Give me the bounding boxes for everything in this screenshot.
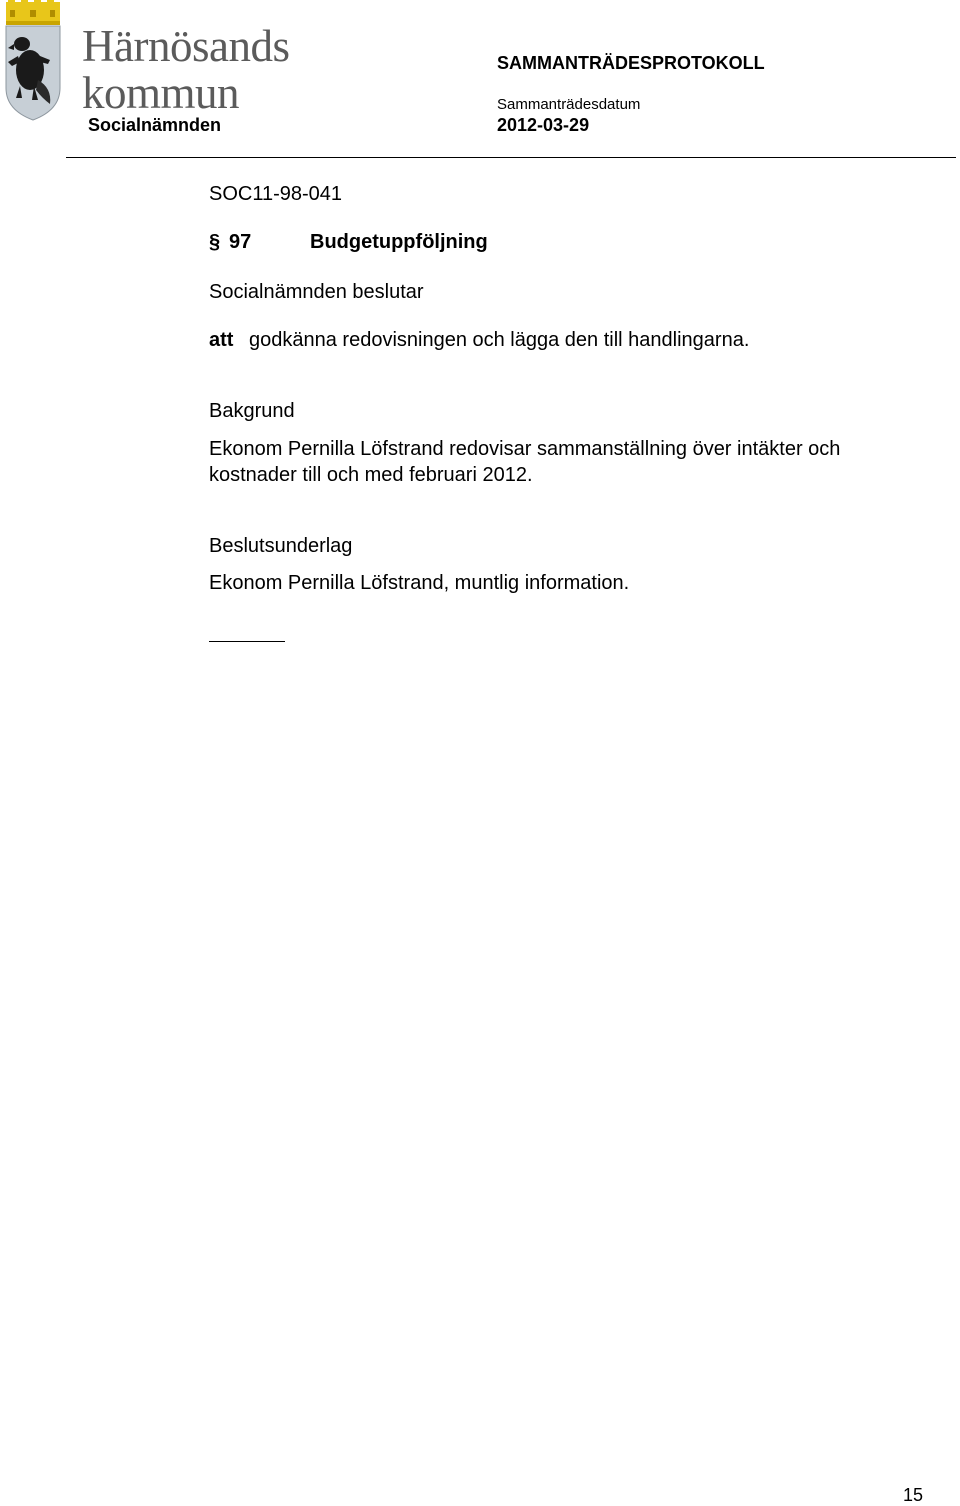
document-type: SAMMANTRÄDESPROTOKOLL [497,53,765,73]
header-divider [66,157,956,158]
background-text-line2: kostnader till och med februari 2012. [209,464,533,486]
decision-intro: Socialnämnden beslutar [209,281,424,303]
page-number: 15 [903,1485,924,1505]
meeting-date: 2012-03-29 [497,115,590,135]
section-end-line [209,641,285,642]
decision-text: godkänna redovisningen och lägga den till handlingarna. [249,329,750,351]
logo-wordmark-line2: kommun [82,68,240,118]
committee-name: Socialnämnden [88,115,222,135]
background-heading: Bakgrund [209,400,295,422]
basis-heading: Beslutsunderlag [209,535,353,557]
meeting-date-label: Sammanträdesdatum [497,96,641,113]
att-label: att [209,329,234,351]
logo-wordmark-line1: Härnösands [82,21,290,71]
paragraph-sign: § [209,231,221,253]
background-text-line1: Ekonom Pernilla Löfstrand redovisar sammanställning över intäkter och [209,438,841,460]
section-title: Budgetuppföljning [310,231,488,253]
harnosand-coat-of-arms-icon [2,0,64,122]
basis-text: Ekonom Pernilla Löfstrand, muntlig information. [209,572,630,594]
case-number: SOC11-98-041 [209,183,343,205]
paragraph-number: 97 [229,231,252,253]
